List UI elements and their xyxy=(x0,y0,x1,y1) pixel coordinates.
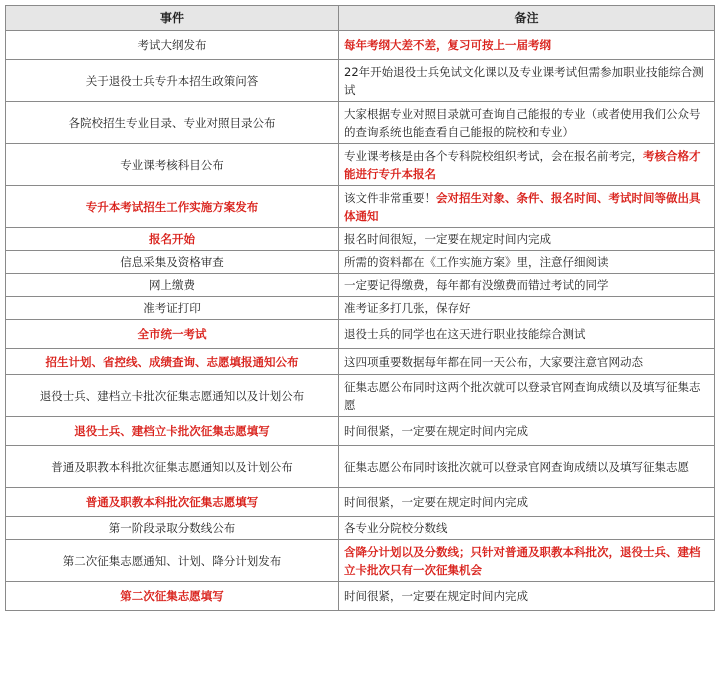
table-row xyxy=(6,31,715,60)
header-note: 备注 xyxy=(339,6,715,31)
table-row xyxy=(6,582,715,611)
note-text: 准考证多打几张，保存好 xyxy=(344,301,471,315)
note-text: 考核合格才能进行专升本报名 xyxy=(344,148,701,181)
note-cell xyxy=(339,297,715,320)
table-row xyxy=(6,228,715,251)
table-header-row xyxy=(6,6,715,31)
note-cell xyxy=(339,320,715,349)
note-cell xyxy=(339,228,715,251)
event-cell: 考试大纲发布 xyxy=(6,31,339,60)
event-cell: 退役士兵、建档立卡批次征集志愿填写 xyxy=(6,417,339,446)
note-text: 大家根据专业对照目录就可查询自己能报的专业（或者使用我们公众号的查询系统也能查看自己能报的院校和专业） xyxy=(344,106,701,139)
event-cell: 关于退役士兵专升本招生政策问答 xyxy=(6,60,339,102)
note-cell xyxy=(339,446,715,488)
event-cell: 普通及职教本科批次征集志愿通知以及计划公布 xyxy=(6,446,339,488)
table-row xyxy=(6,186,715,228)
note-text: 报名时间很短，一定要在规定时间内完成 xyxy=(344,232,551,246)
note-text: 时间很紧，一定要在规定时间内完成 xyxy=(344,495,528,509)
event-cell: 全市统一考试 xyxy=(6,320,339,349)
table-row xyxy=(6,274,715,297)
note-cell xyxy=(339,274,715,297)
note-text: 会对招生对象、条件、报名时间、考试时间等做出具体通知 xyxy=(344,190,701,223)
note-text: 时间很紧，一定要在规定时间内完成 xyxy=(344,589,528,603)
note-text: 该文件非常重要！ xyxy=(344,190,436,205)
note-cell xyxy=(339,186,715,228)
event-cell: 专升本考试招生工作实施方案发布 xyxy=(6,186,339,228)
event-cell: 专业课考核科目公布 xyxy=(6,144,339,186)
note-text: 退役士兵的同学也在这天进行职业技能综合测试 xyxy=(344,327,586,341)
table-row xyxy=(6,349,715,375)
note-text: 这四项重要数据每年都在同一天公布，大家要注意官网动态 xyxy=(344,354,643,369)
note-cell xyxy=(339,582,715,611)
note-cell xyxy=(339,417,715,446)
note-cell xyxy=(339,375,715,417)
note-text: 22年开始退役士兵免试文化课以及专业课考试但需参加职业技能综合测试 xyxy=(344,64,704,97)
table-row xyxy=(6,540,715,582)
note-text: 时间很紧，一定要在规定时间内完成 xyxy=(344,424,528,438)
table-row xyxy=(6,517,715,540)
header-event: 事件 xyxy=(6,6,339,31)
event-cell: 报名开始 xyxy=(6,228,339,251)
event-cell: 退役士兵、建档立卡批次征集志愿通知以及计划公布 xyxy=(6,375,339,417)
note-cell xyxy=(339,488,715,517)
note-text: 一定要记得缴费，每年都有没缴费而错过考试的同学 xyxy=(344,278,609,292)
table-row xyxy=(6,251,715,274)
note-cell xyxy=(339,251,715,274)
note-text: 专业课考核是由各个专科院校组织考试，会在报名前考完， xyxy=(344,148,643,163)
table-body xyxy=(6,31,715,611)
event-cell: 第二次征集志愿填写 xyxy=(6,582,339,611)
note-cell xyxy=(339,144,715,186)
note-cell xyxy=(339,60,715,102)
note-text: 每年考纲大差不差，复习可按上一届考纲 xyxy=(344,38,551,52)
event-cell: 第二次征集志愿通知、计划、降分计划发布 xyxy=(6,540,339,582)
table-row xyxy=(6,320,715,349)
schedule-table xyxy=(5,5,715,611)
note-text: 含降分计划以及分数线；只针对普通及职教本科批次，退役士兵、建档立卡批次只有一次征集机会 xyxy=(344,544,701,577)
note-cell xyxy=(339,517,715,540)
event-cell: 招生计划、省控线、成绩查询、志愿填报通知公布 xyxy=(6,349,339,375)
table-row xyxy=(6,144,715,186)
note-cell xyxy=(339,31,715,60)
table-row xyxy=(6,488,715,517)
table-row xyxy=(6,102,715,144)
table-row xyxy=(6,446,715,488)
event-cell: 第一阶段录取分数线公布 xyxy=(6,517,339,540)
note-cell xyxy=(339,102,715,144)
table-row xyxy=(6,60,715,102)
note-text: 征集志愿公布同时这两个批次就可以登录官网查询成绩以及填写征集志愿 xyxy=(344,379,701,412)
note-cell xyxy=(339,540,715,582)
event-cell: 准考证打印 xyxy=(6,297,339,320)
table-row xyxy=(6,417,715,446)
note-text: 各专业分院校分数线 xyxy=(344,521,448,535)
event-cell: 信息采集及资格审查 xyxy=(6,251,339,274)
event-cell: 网上缴费 xyxy=(6,274,339,297)
note-text: 所需的资料都在《工作实施方案》里，注意仔细阅读 xyxy=(344,255,609,269)
note-cell xyxy=(339,349,715,375)
note-text: 征集志愿公布同时该批次就可以登录官网查询成绩以及填写征集志愿 xyxy=(344,459,689,474)
event-cell: 普通及职教本科批次征集志愿填写 xyxy=(6,488,339,517)
table-row xyxy=(6,297,715,320)
table-row xyxy=(6,375,715,417)
event-cell: 各院校招生专业目录、专业对照目录公布 xyxy=(6,102,339,144)
